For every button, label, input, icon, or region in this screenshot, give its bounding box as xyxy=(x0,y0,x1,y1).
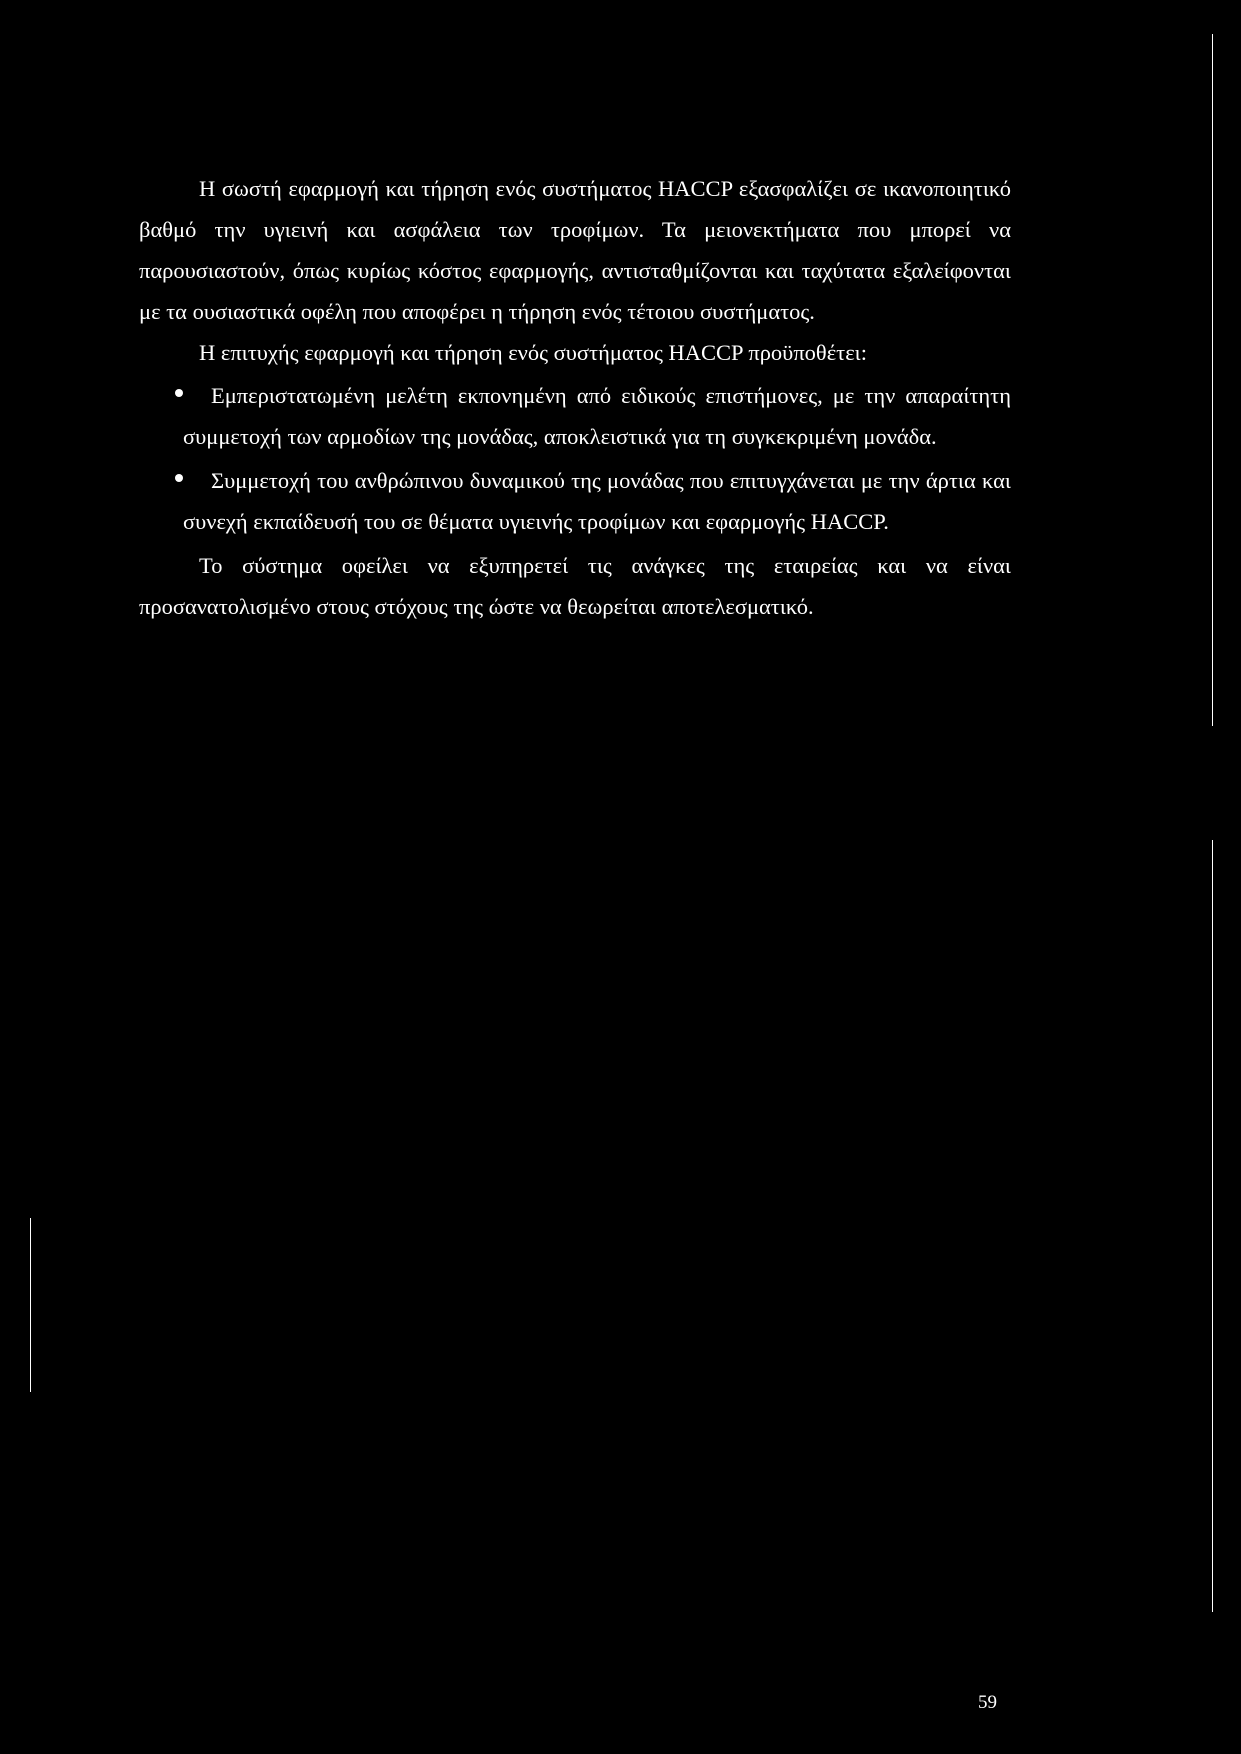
list-item-text: Συμμετοχή του ανθρώπινου δυναμικού της μονάδας που επιτυγχάνεται με την άρτια και συνεχή εκπαίδευσή του σε θέματα υγιεινής τροφίμων και εφαρμογής HACCP. xyxy=(183,468,1011,534)
document-body xyxy=(139,168,1011,627)
bullet-icon xyxy=(175,389,183,397)
list-item xyxy=(139,460,1011,542)
bullet-icon xyxy=(175,474,183,482)
scan-artifact-line xyxy=(30,1218,31,1392)
page-number: 59 xyxy=(978,1692,997,1713)
scan-artifact-line xyxy=(1212,34,1213,726)
list-item xyxy=(139,375,1011,457)
list-item-text: Εμπεριστατωμένη μελέτη εκπονημένη από ειδικούς επιστήμονες, με την απαραίτητη συμμετοχή των αρμοδίων της μονάδας, αποκλειστικά για τη συγκεκριμένη μονάδα. xyxy=(183,383,1011,449)
paragraph-system-goals: Το σύστημα οφείλει να εξυπηρετεί τις ανάγκες της εταιρείας και να είναι προσανατολισμένο στους στόχους της ώστε να θεωρείται αποτελεσματικό. xyxy=(139,553,1011,619)
scan-artifact-line xyxy=(1212,840,1213,1612)
paragraph-haccp-benefits: Η σωστή εφαρμογή και τήρηση ενός συστήματος HACCP εξασφαλίζει σε ικανοποιητικό βαθμό την υγιεινή και ασφάλεια των τροφίμων. Τα μειονεκτήματα που μπορεί να παρουσιαστούν, όπως κυρίως κόστος εφαρμογής, αντισταθμίζονται και ταχύτατα εξαλείφονται με τα ουσιαστικά οφέλη που αποφέρει η τήρηση ενός τέτοιου συστήματος. xyxy=(139,176,1011,324)
prerequisites-list xyxy=(139,375,1011,542)
paragraph-haccp-prerequisites: Η επιτυχής εφαρμογή και τήρηση ενός συστήματος HACCP προϋποθέτει: xyxy=(199,340,867,365)
